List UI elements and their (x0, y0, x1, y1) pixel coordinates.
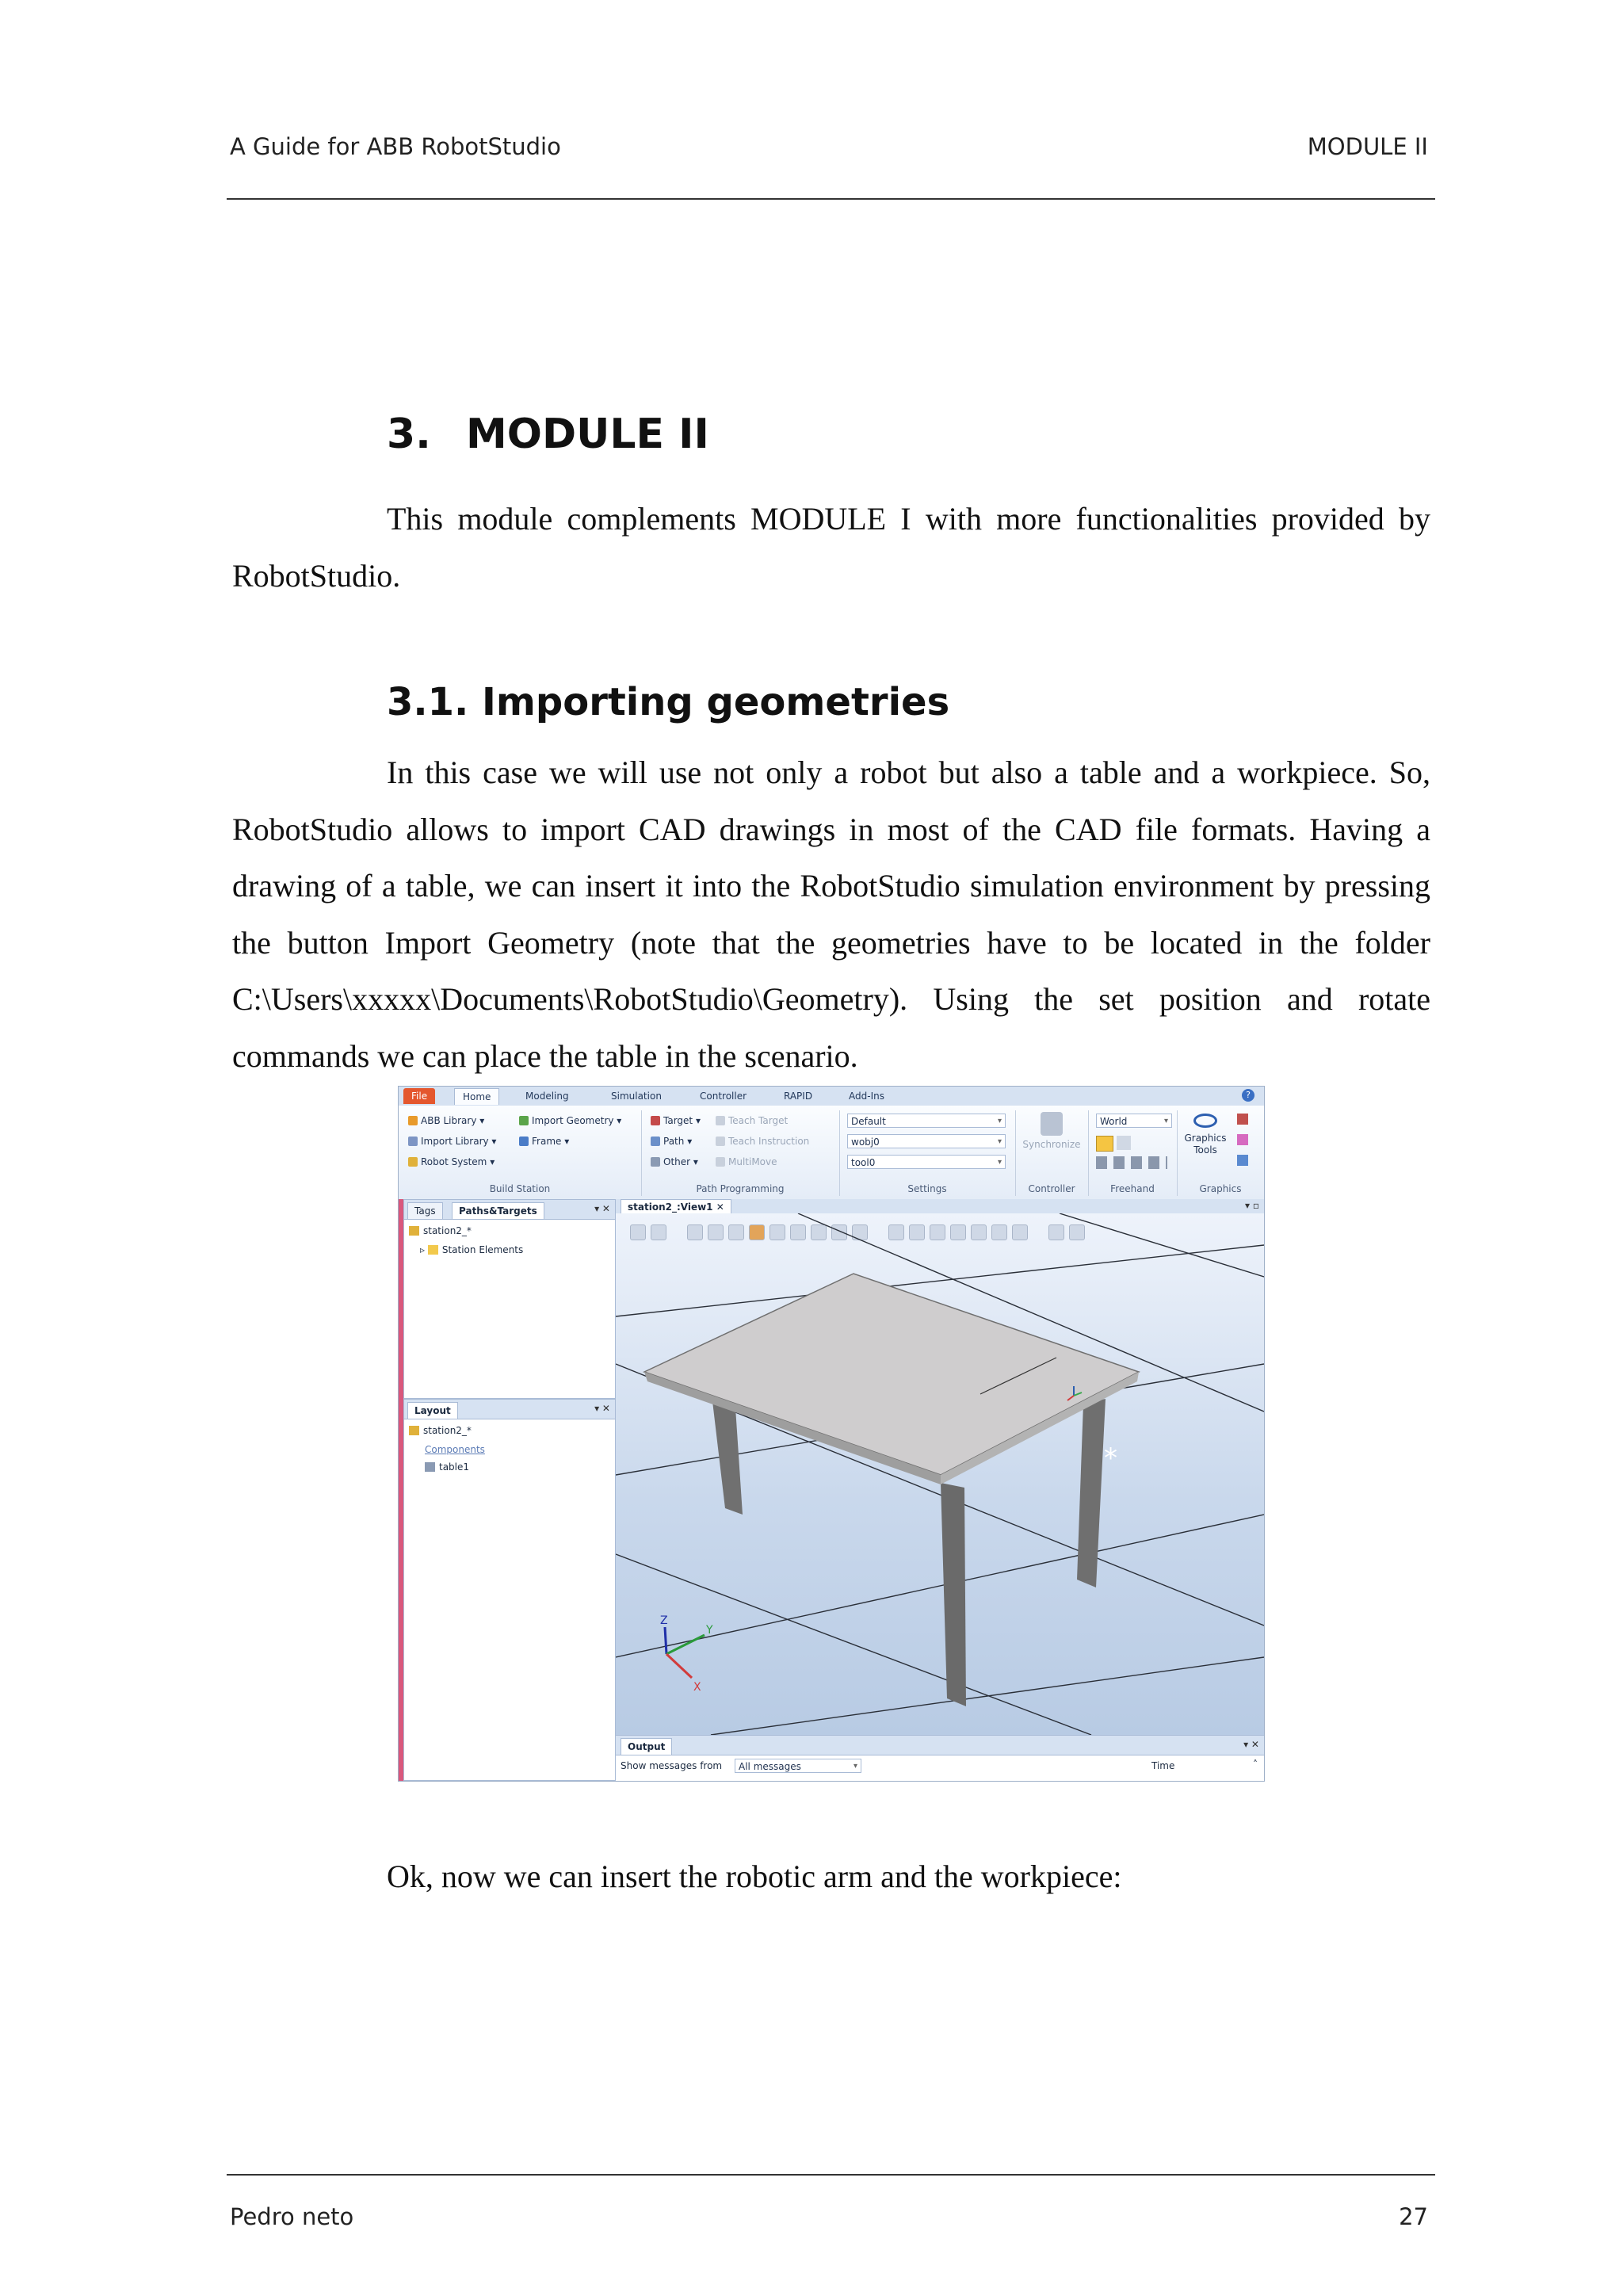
tab-output[interactable]: Output (621, 1738, 672, 1755)
teach-target-icon (716, 1116, 725, 1125)
footer-rule (227, 2174, 1435, 2176)
paths-targets-pane (403, 1199, 616, 1399)
asterisk-marker: * (1104, 1442, 1117, 1474)
group-graphics: Graphics (1199, 1183, 1242, 1194)
scroll-up-icon[interactable]: ˄ (1253, 1759, 1258, 1770)
tab-add-ins[interactable]: Add-Ins (849, 1091, 884, 1102)
layout-station[interactable]: station2_* (409, 1425, 472, 1436)
other-button[interactable]: Other ▾ (651, 1155, 698, 1169)
tab-view1[interactable]: station2_:View1 ✕ (621, 1199, 731, 1214)
layout-pane (403, 1399, 616, 1781)
tab-paths-targets[interactable]: Paths&Targets (452, 1202, 544, 1219)
section-number: 3. (387, 411, 431, 458)
eraser-icon[interactable] (1237, 1134, 1248, 1145)
eye-icon (1193, 1114, 1217, 1128)
robot-icon (408, 1157, 418, 1167)
output-pane (616, 1735, 1264, 1781)
layout-close-icon[interactable]: ▾ ✕ (594, 1403, 610, 1414)
tab-home[interactable]: Home (454, 1088, 499, 1105)
tab-rapid[interactable]: RAPID (784, 1091, 813, 1102)
teach-instruction-icon (716, 1137, 725, 1146)
scene-svg (616, 1213, 1264, 1735)
table-model (644, 1274, 1139, 1706)
group-freehand: Freehand (1110, 1183, 1155, 1194)
target-button[interactable]: Target ▾ (651, 1114, 701, 1128)
tab-layout[interactable]: Layout (407, 1402, 458, 1419)
path-icon (651, 1137, 660, 1146)
axis-icon[interactable] (1237, 1155, 1248, 1166)
page-number: 27 (1399, 2203, 1428, 2230)
footer-author: Pedro neto (230, 2203, 354, 2230)
component-icon (425, 1462, 435, 1472)
axis-z-label: Z (660, 1614, 668, 1627)
rotate-icon[interactable] (1117, 1136, 1131, 1150)
station-icon (409, 1426, 419, 1435)
intro-paragraph: This module complements MODULE I with more functionalities provided by RobotStudio. (232, 501, 1430, 594)
library-icon (408, 1116, 418, 1125)
import-library-button[interactable]: Import Library ▾ (408, 1134, 496, 1148)
import-geometry-button[interactable]: Import Geometry ▾ (519, 1114, 621, 1128)
task-combo[interactable]: Default ▾ (847, 1114, 1006, 1128)
layout-item-table1[interactable]: table1 (425, 1461, 469, 1473)
group-controller: Controller (1028, 1183, 1075, 1194)
frame-icon (519, 1137, 529, 1146)
synchronize-button[interactable]: Synchronize (1020, 1112, 1083, 1151)
reference-combo[interactable]: World ▾ (1096, 1114, 1172, 1128)
frame-button[interactable]: Frame ▾ (519, 1134, 569, 1148)
import-icon (408, 1137, 418, 1146)
graphics-small-icon[interactable] (1237, 1114, 1248, 1125)
help-icon[interactable]: ? (1242, 1089, 1254, 1102)
group-settings: Settings (907, 1183, 947, 1194)
pane-close-icon[interactable]: ▾ ✕ (594, 1203, 610, 1214)
workobject-combo[interactable]: wobj0 ▾ (847, 1134, 1006, 1148)
tab-modeling[interactable]: Modeling (525, 1091, 569, 1102)
axis-triad (660, 1614, 713, 1694)
3d-viewport[interactable] (616, 1213, 1264, 1735)
output-close-icon[interactable]: ▾ ✕ (1243, 1739, 1259, 1750)
ribbon (399, 1106, 1264, 1200)
output-filter-combo[interactable]: All messages ▾ (735, 1759, 861, 1773)
header-title: A Guide for ABB RobotStudio (230, 133, 561, 160)
output-time-column: Time (1151, 1760, 1175, 1771)
closing-paragraph: Ok, now we can insert the robotic arm and the workpiece: (387, 1859, 1122, 1894)
layout-components-header: Components (425, 1444, 485, 1455)
tree-station-elements[interactable]: ▹ Station Elements (420, 1244, 524, 1255)
header-rule (227, 198, 1435, 200)
running-footer (230, 2203, 1428, 2230)
running-header (230, 133, 1428, 160)
move-icon[interactable] (1096, 1136, 1113, 1152)
robot-system-button[interactable]: Robot System ▾ (408, 1155, 495, 1169)
station-icon (409, 1226, 419, 1236)
view-tab-strip (616, 1199, 1264, 1214)
abb-library-button[interactable]: ABB Library ▾ (408, 1114, 484, 1128)
tree-station[interactable]: station2_* (409, 1225, 472, 1236)
other-icon (651, 1157, 660, 1167)
section-title: MODULE II (466, 411, 709, 458)
axis-x-label: X (693, 1681, 701, 1694)
multimove-icon (716, 1157, 725, 1167)
multimove-button[interactable]: MultiMove (716, 1155, 777, 1169)
robotstudio-screenshot (398, 1086, 1265, 1782)
header-module: MODULE II (1307, 133, 1428, 160)
tab-tags[interactable]: Tags (407, 1202, 443, 1219)
tab-file[interactable]: File (403, 1088, 435, 1104)
teach-instruction-button[interactable]: Teach Instruction (716, 1134, 809, 1148)
subsection-heading: 3.1. Importing geometries (387, 680, 950, 724)
body-paragraph: In this case we will use not only a robot but also a table and a workpiece. So, RobotStudio allows to import CAD drawings in most of the CAD file formats. Having a drawing of a table, we can insert it into the RobotStudio simulation environment by pressing the button Import Geometry (note that the geometries have to be located in the folder C:\Users\xxxxx\Documents\RobotStudio\Geometry). Using the set position and rotate commands we can place the table in the scenario. (232, 755, 1430, 1074)
output-filter-label: Show messages from (621, 1760, 723, 1771)
view-window-controls[interactable]: ▾ ▫ (1245, 1200, 1259, 1211)
synchronize-icon (1041, 1112, 1063, 1136)
jog-icons[interactable] (1096, 1156, 1167, 1169)
tab-simulation[interactable]: Simulation (611, 1091, 662, 1102)
target-icon (651, 1116, 660, 1125)
ribbon-tabs (399, 1087, 1264, 1106)
group-path-programming: Path Programming (696, 1183, 785, 1194)
graphics-tools-button[interactable]: Graphics Tools (1180, 1112, 1231, 1156)
path-button[interactable]: Path ▾ (651, 1134, 692, 1148)
section-heading (387, 411, 709, 458)
tab-controller[interactable]: Controller (700, 1091, 747, 1102)
axis-y-label: Y (706, 1624, 713, 1637)
folder-icon (428, 1245, 438, 1255)
teach-target-button[interactable]: Teach Target (716, 1114, 788, 1128)
geometry-icon (519, 1116, 529, 1125)
group-build-station: Build Station (489, 1183, 551, 1194)
tool-combo[interactable]: tool0 ▾ (847, 1155, 1006, 1169)
